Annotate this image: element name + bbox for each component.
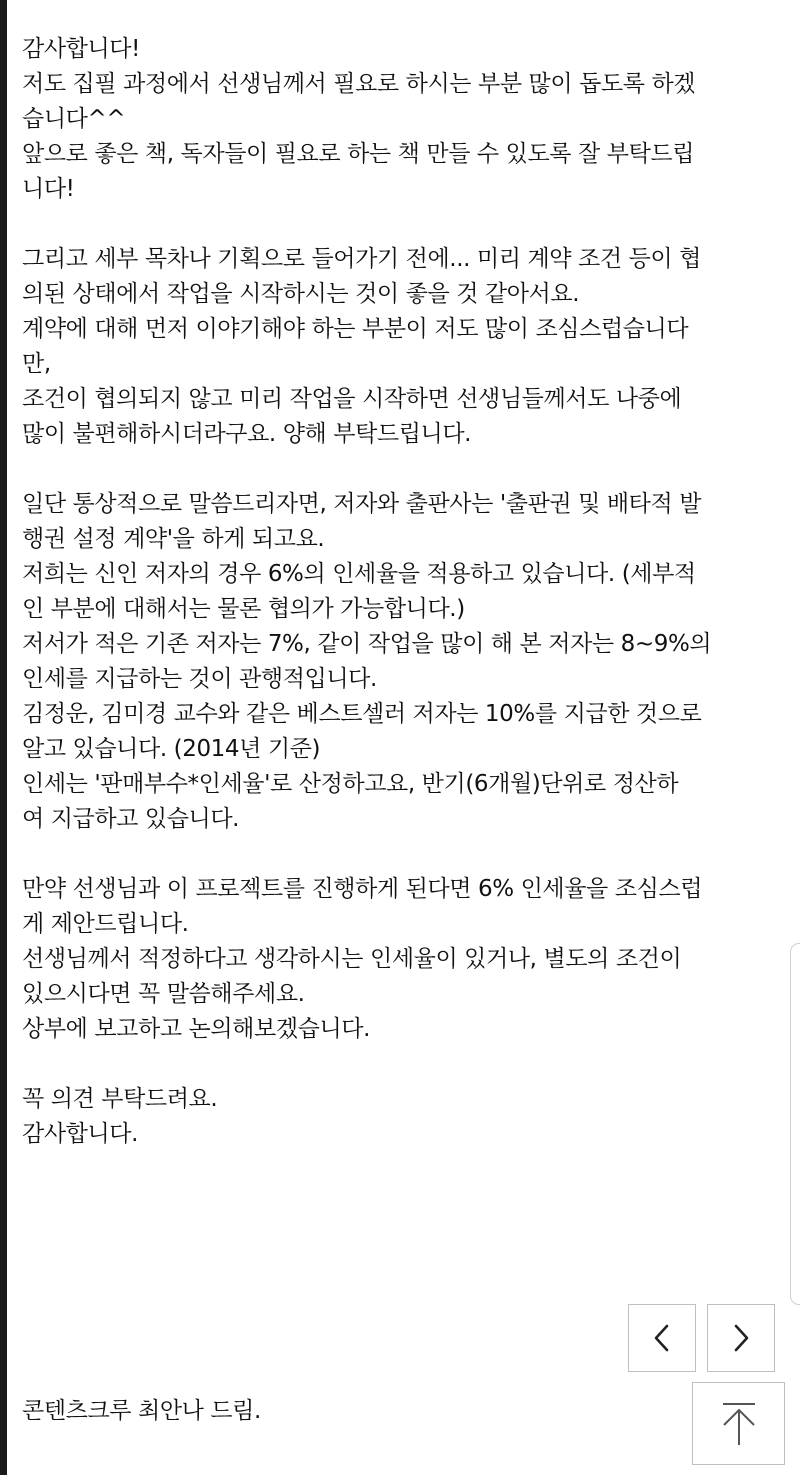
signature-line: 콘텐츠크루 최안나 드림. xyxy=(22,1398,261,1424)
message-line: 감사합니다. xyxy=(22,1121,139,1147)
message-line: 선생님께서 적정하다고 생각하시는 인세율이 있거나, 별도의 조건이 xyxy=(22,946,682,972)
message-line: 인세는 '판매부수*인세율'로 산정하고요, 반기(6개월)단위로 정산하 xyxy=(22,771,679,797)
message-line: 많이 불편해하시더라구요. 양해 부탁드립니다. xyxy=(22,421,472,447)
message-line: 의된 상태에서 작업을 시작하시는 것이 좋을 것 같아서요. xyxy=(22,281,580,307)
message-paragraph xyxy=(22,32,782,207)
scroll-to-top-button[interactable] xyxy=(692,1382,785,1465)
message-line: 김정운, 김미경 교수와 같은 베스트셀러 저자는 10%를 지급한 것으로 xyxy=(22,701,702,727)
message-line: 니다! xyxy=(22,176,75,202)
message-line: 행권 설정 계약'을 하게 되고요. xyxy=(22,526,325,552)
message-line: 습니다^^ xyxy=(22,106,126,132)
message-line: 그리고 세부 목차나 기획으로 들어가기 전에... 미리 계약 조건 등이 협 xyxy=(22,246,701,272)
arrow-up-to-top-icon xyxy=(719,1401,759,1447)
message-line: 일단 통상적으로 말씀드리자면, 저자와 출판사는 '출판권 및 배타적 발 xyxy=(22,491,702,517)
left-border-rule xyxy=(0,0,7,1475)
message-line: 알고 있습니다. (2014년 기준) xyxy=(22,736,321,762)
message-line: 만약 선생님과 이 프로젝트를 진행하게 된다면 6% 인세율을 조심스럽 xyxy=(22,876,703,902)
message-line: 저희는 신인 저자의 경우 6%의 인세율을 적용하고 있습니다. (세부적 xyxy=(22,561,696,587)
message-line: 감사합니다! xyxy=(22,36,140,62)
message-paragraph xyxy=(22,242,782,452)
message-line: 저도 집필 과정에서 선생님께서 필요로 하시는 부분 많이 돕도록 하겠 xyxy=(22,71,696,97)
message-line: 앞으로 좋은 책, 독자들이 필요로 하는 책 만들 수 있도록 잘 부탁드립 xyxy=(22,141,695,167)
message-line: 저서가 적은 기존 저자는 7%, 같이 작업을 많이 해 본 저자는 8~9%의 xyxy=(22,631,712,657)
message-line: 게 제안드립니다. xyxy=(22,911,189,937)
message-paragraph xyxy=(22,1082,782,1152)
scroll-panel-edge xyxy=(790,943,800,1305)
message-line: 꼭 의견 부탁드려요. xyxy=(22,1086,218,1112)
message-line: 있으시다면 꼭 말씀해주세요. xyxy=(22,981,305,1007)
message-line: 상부에 보고하고 논의해보겠습니다. xyxy=(22,1016,371,1042)
message-paragraph xyxy=(22,487,782,837)
message-line: 계약에 대해 먼저 이야기해야 하는 부분이 저도 많이 조심스럽습니다 xyxy=(22,316,689,342)
next-button[interactable] xyxy=(707,1304,775,1372)
message-line: 인 부분에 대해서는 물론 협의가 가능합니다.) xyxy=(22,596,465,622)
chevron-left-icon xyxy=(650,1323,674,1353)
message-line: 조건이 협의되지 않고 미리 작업을 시작하면 선생님들께서도 나중에 xyxy=(22,386,682,412)
message-line: 여 지급하고 있습니다. xyxy=(22,806,240,832)
message-paragraph xyxy=(22,872,782,1047)
message-line: 만, xyxy=(22,351,51,377)
message-line: 인세를 지급하는 것이 관행적입니다. xyxy=(22,666,377,692)
chevron-right-icon xyxy=(729,1323,753,1353)
message-body xyxy=(22,32,782,1152)
prev-button[interactable] xyxy=(628,1304,696,1372)
